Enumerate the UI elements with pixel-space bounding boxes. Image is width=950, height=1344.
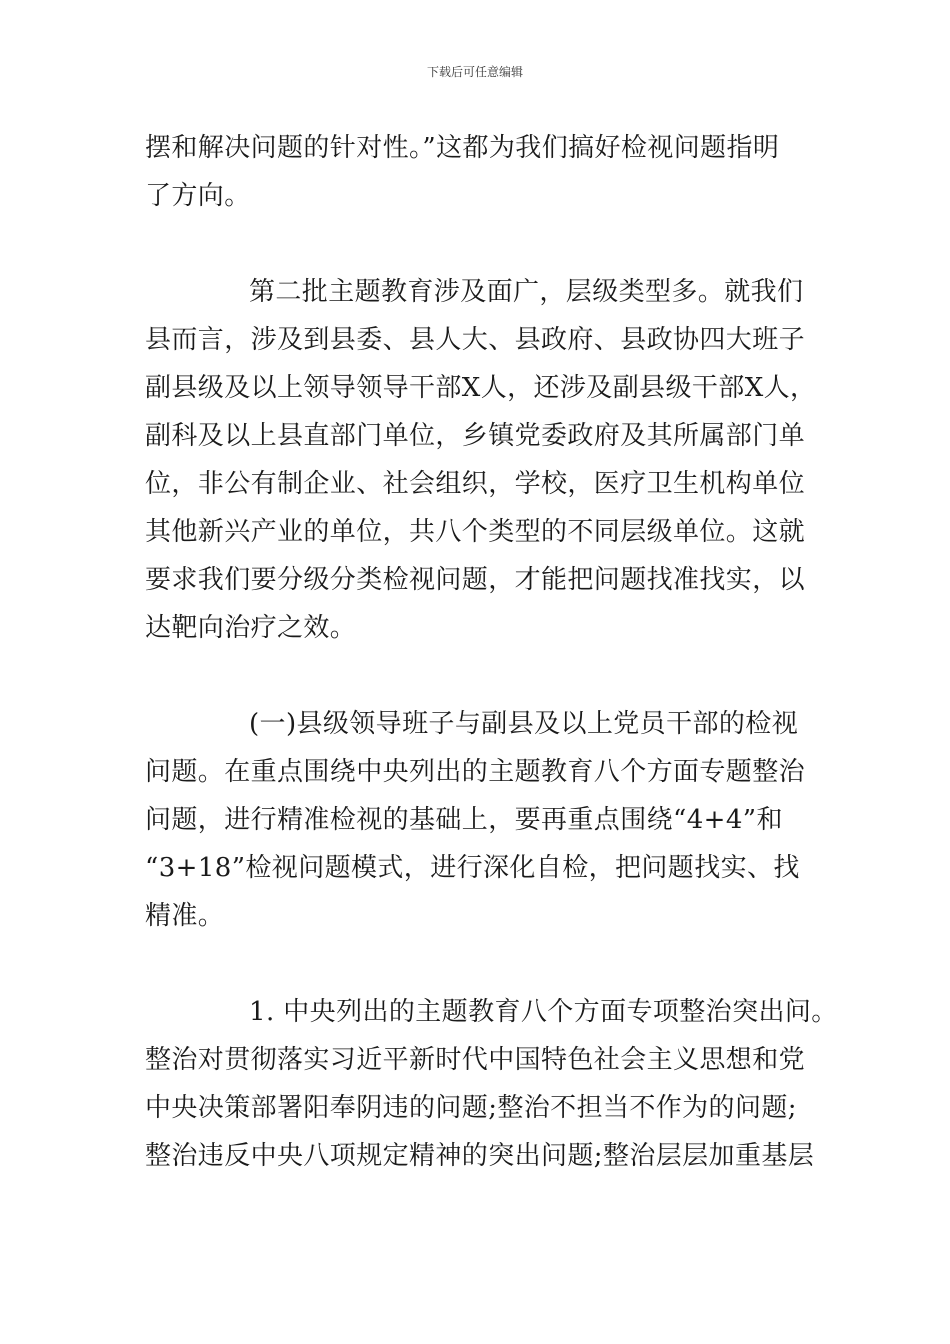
paragraph-4 <box>145 988 838 1180</box>
text-line: 县而言，涉及到县委、县人大、县政府、县政协四大班子 <box>145 325 806 355</box>
text-line: (一)县级领导班子与副县及以上党员干部的检视 <box>249 709 799 739</box>
text-line: 问题，进行精准检视的基础上，要再重点围绕“4+4”和 <box>145 805 783 835</box>
paragraph-gap <box>145 220 815 268</box>
paragraph-gap <box>145 940 815 988</box>
text-line: “3+18”检视问题模式，进行深化自检，把问题找实、找 <box>145 853 800 883</box>
text-line: 问题。在重点围绕中央列出的主题教育八个方面专题整治 <box>145 757 806 787</box>
document-body <box>145 124 838 1180</box>
text-line: 摆和解决问题的针对性。”这都为我们搞好检视问题指明 <box>145 133 780 163</box>
text-line: 精准。 <box>145 901 225 931</box>
text-line: 了方向。 <box>145 181 251 211</box>
paragraph-gap <box>145 652 815 700</box>
paragraph-2 <box>145 268 815 652</box>
page-header: 下载后可任意编辑 <box>426 65 523 79</box>
paragraph-3 <box>145 700 815 940</box>
text-line: 第二批主题教育涉及面广，层级类型多。就我们 <box>249 277 804 307</box>
text-line: 位，非公有制企业、社会组织，学校，医疗卫生机构单位 <box>145 469 806 499</box>
text-line: 要求我们要分级分类检视问题，才能把问题找准找实，以 <box>145 565 806 595</box>
text-line: 整治对贯彻落实习近平新时代中国特色社会主义思想和党 <box>145 1045 806 1075</box>
text-line: 整治违反中央八项规定精神的突出问题;整治层层加重基层 <box>145 1141 815 1171</box>
text-line: 达靶向治疗之效。 <box>145 613 357 643</box>
text-line: 中央决策部署阳奉阴违的问题;整治不担当不作为的问题; <box>145 1093 797 1123</box>
paragraph-1 <box>145 124 815 220</box>
text-line: 副科及以上县直部门单位，乡镇党委政府及其所属部门单 <box>145 421 806 451</box>
text-line: 1. 中央列出的主题教育八个方面专项整治突出问。 <box>249 997 838 1027</box>
text-line: 其他新兴产业的单位，共八个类型的不同层级单位。这就 <box>145 517 806 547</box>
text-line: 副县级及以上领导领导干部X人，还涉及副县级干部X人， <box>145 373 817 403</box>
